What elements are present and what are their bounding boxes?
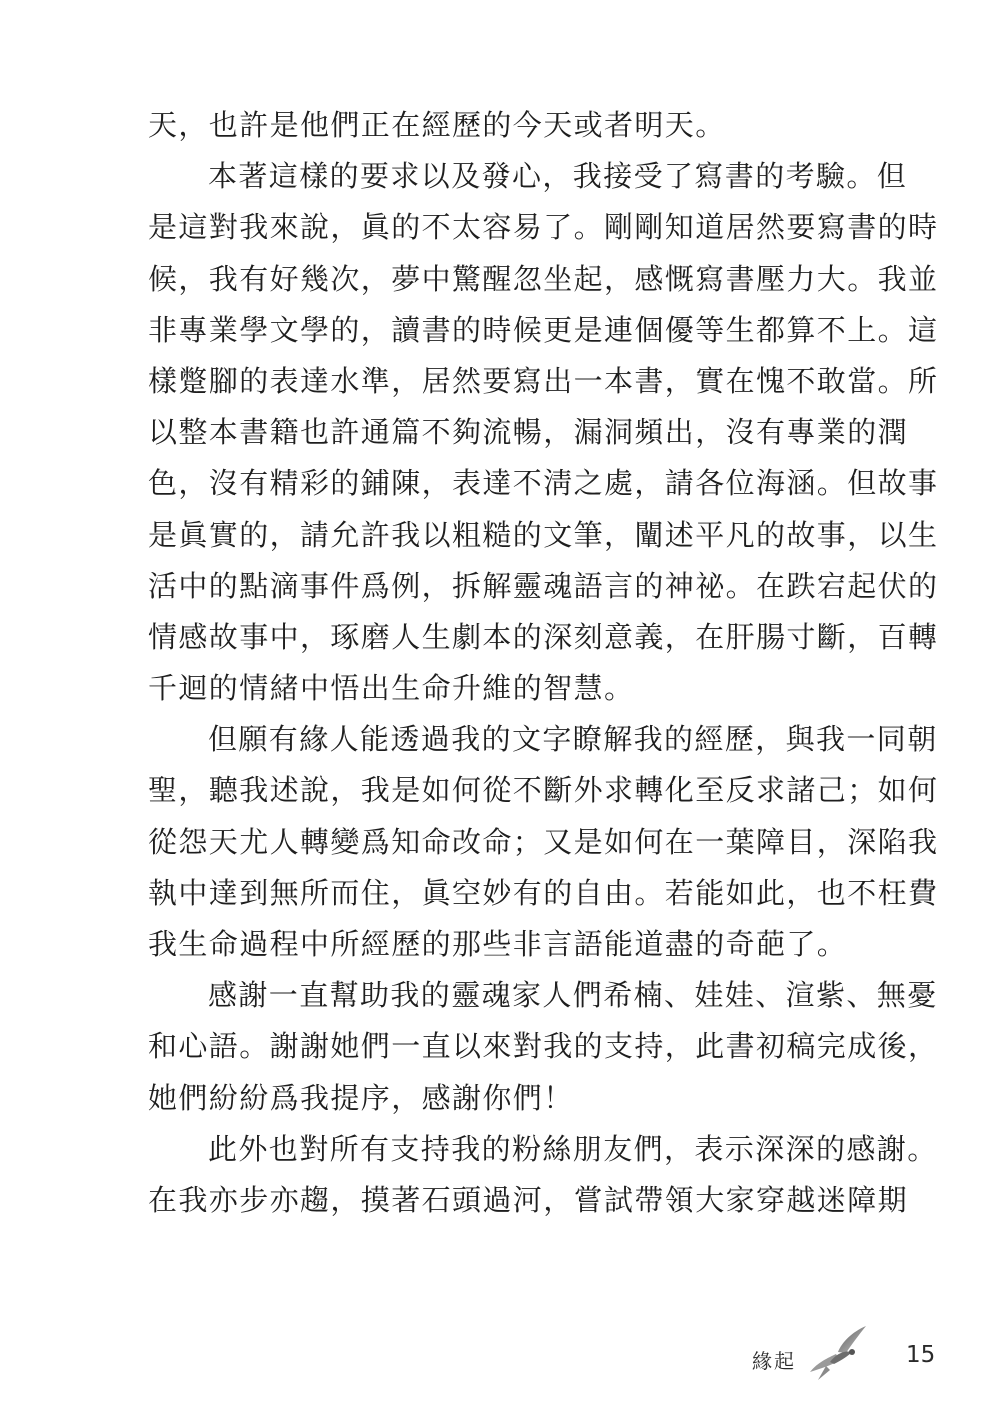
page-number: 15 [906, 1342, 936, 1368]
text-line: 是這對我來說，眞的不太容易了。剛剛知道居然要寫書的時 [148, 210, 939, 245]
text-line: 在我亦步亦趨，摸著石頭過河，嘗試帶領大家穿越迷障期 [148, 1182, 909, 1217]
text-line: 感謝一直幫助我的靈魂家人們希楠、娃娃、渲紫、無憂 [208, 978, 938, 1013]
paragraph [148, 151, 939, 714]
text-line: 天，也許是他們正在經歷的今天或者明天。 [148, 108, 726, 142]
text-line: 樣蹩腳的表達水準，居然要寫出一本書，實在愧不敢當。所 [148, 363, 939, 398]
text-line: 以整本書籍也許通篇不夠流暢，漏洞頻出，沒有專業的潤 [148, 415, 909, 450]
text-line: 從怨天尤人轉變爲知命改命；又是如何在一葉障目，深陷我 [148, 824, 939, 859]
text-line: 非專業學文學的，讀書的時候更是連個優等生都算不上。這 [148, 312, 939, 347]
paragraph [148, 100, 908, 151]
text-line: 是眞實的，請允許我以粗糙的文筆，闡述平凡的故事，以生 [148, 517, 939, 552]
text-line: 情感故事中，琢磨人生劇本的深刻意義，在肝腸寸斷，百轉 [148, 619, 939, 654]
text-line: 聖，聽我述說，我是如何從不斷外求轉化至反求諸己；如何 [148, 773, 939, 808]
text-line: 和心語。謝謝她們一直以來對我的支持，此書初稿完成後， [148, 1029, 939, 1064]
bird-in-flight-icon [808, 1322, 870, 1384]
text-line: 活中的點滴事件爲例，拆解靈魂語言的神祕。在跌宕起伏的 [148, 568, 939, 603]
text-line: 此外也對所有支持我的粉絲朋友們，表示深深的感謝。 [208, 1131, 938, 1166]
text-line: 候，我有好幾次，夢中驚醒忽坐起，感慨寫書壓力大。我並 [148, 261, 939, 296]
text-line: 色，沒有精彩的鋪陳，表達不淸之處，請各位海涵。但故事 [148, 466, 939, 501]
text-line: 她們紛紛爲我提序，感謝你們！ [148, 1080, 574, 1115]
body-text [148, 100, 939, 1226]
chapter-title: 緣起 [752, 1349, 796, 1373]
text-line: 千迴的情緒中悟出生命升維的智慧。 [148, 671, 635, 706]
paragraph [148, 970, 939, 1124]
text-line: 我生命過程中所經歷的那些非言語能道盡的奇葩了。 [148, 927, 848, 961]
paragraph [148, 714, 939, 970]
paragraph [148, 1124, 938, 1226]
text-line: 但願有緣人能透過我的文字瞭解我的經歷，與我一同朝 [208, 722, 938, 757]
text-line: 本著這樣的要求以及發心，我接受了寫書的考驗。但 [208, 159, 908, 194]
text-line: 執中達到無所而住，眞空妙有的自由。若能如此，也不枉費 [148, 875, 939, 910]
